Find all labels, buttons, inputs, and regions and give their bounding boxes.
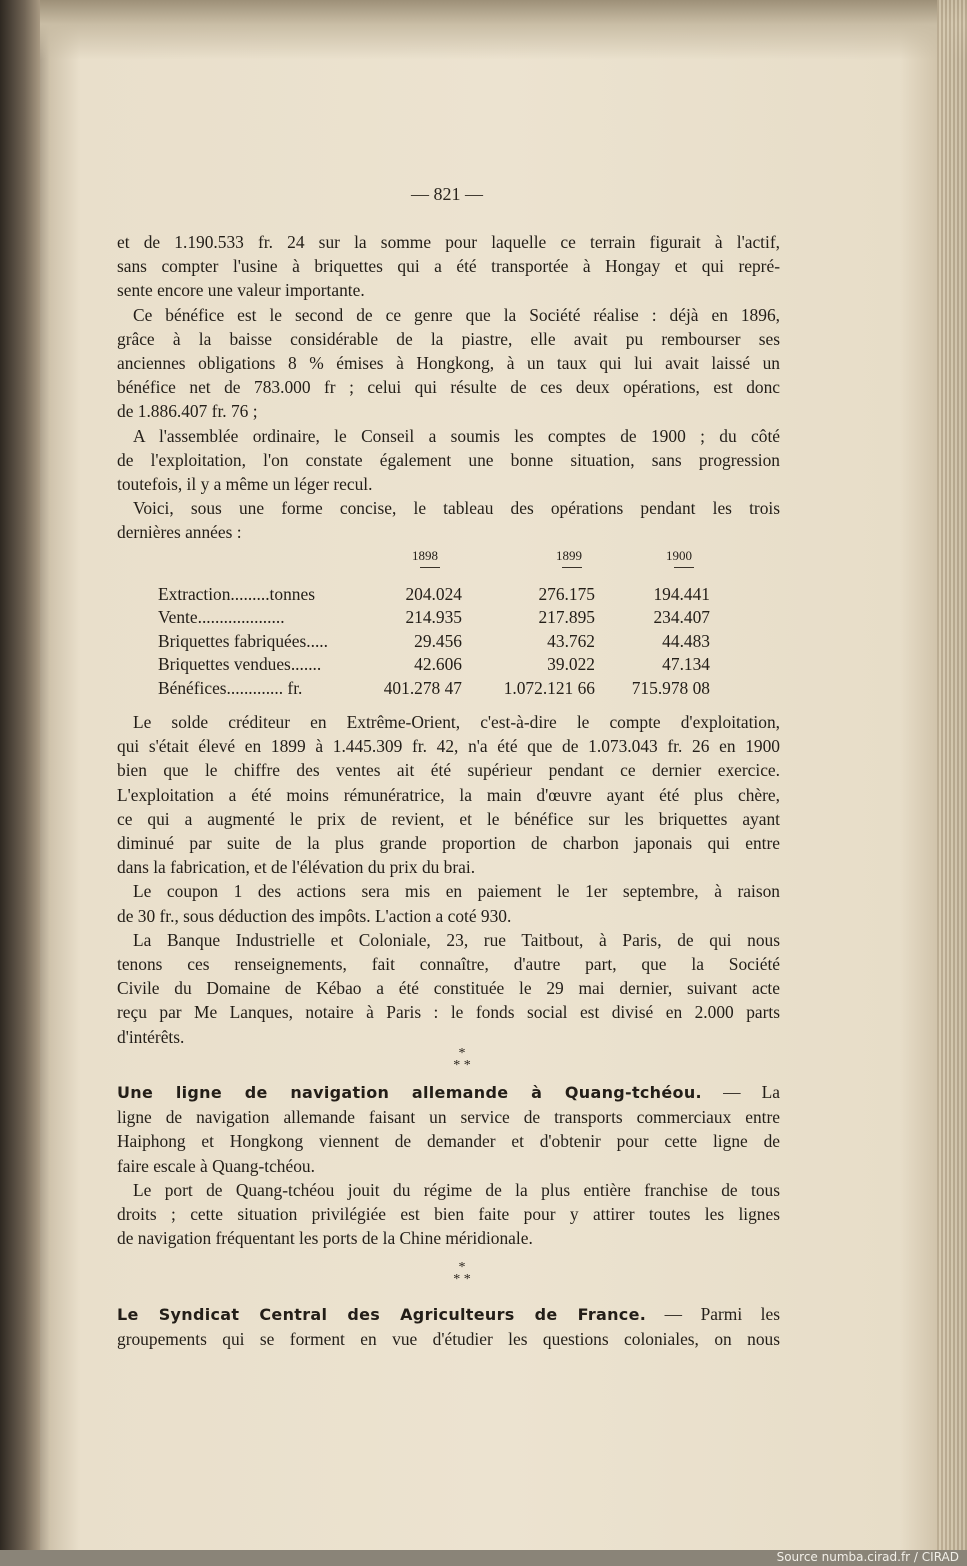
cell-1898: 29.456 bbox=[414, 630, 462, 651]
text-line: grâce à la baisse considérable de la piastre, elle avait pu rembourser ses bbox=[117, 328, 780, 349]
text-line: et de 1.190.533 fr. 24 sur la somme pour laquelle ce terrain figurait à l'actif, bbox=[117, 232, 780, 252]
text-line: bénéfice net de 783.000 fr ; celui qui résulte de ces deux opérations, est donc bbox=[117, 377, 780, 398]
row-label: Extraction.........tonnes bbox=[158, 584, 315, 604]
row-label: Bénéfices............. fr. bbox=[158, 677, 303, 698]
text-line bbox=[117, 1302, 780, 1327]
text-line: droits ; cette situation privilégiée est bien faite pour y attirer toutes les lignes bbox=[117, 1204, 780, 1225]
text-line: sente encore une valeur importante. bbox=[117, 280, 365, 301]
text-line: Voici, sous une forme concise, le tableau des opérations pendant les trois bbox=[133, 498, 780, 519]
text-line: tenons ces renseignements, fait connaître, d'autre part, que la Société bbox=[117, 954, 780, 975]
cell-1900: 234.407 bbox=[653, 607, 710, 628]
text-line: de 1.886.407 fr. 76 ; bbox=[117, 401, 258, 422]
text-line: anciennes obligations 8 % émises à Hongkong, à un taux qui lui avait laissé un bbox=[117, 353, 780, 374]
cell-1899: 217.895 bbox=[538, 607, 595, 628]
right-page-edges bbox=[937, 0, 967, 1550]
text-line: Le coupon 1 des actions sera mis en paiement le 1er septembre, à raison bbox=[133, 881, 780, 902]
page-number: — 821 — bbox=[411, 184, 483, 204]
text-block-navigation bbox=[117, 1080, 780, 1250]
text-line: Ce bénéfice est le second de ce genre que la Société réalise : déjà en 1896, bbox=[133, 304, 780, 325]
text-block-middle bbox=[117, 710, 780, 1049]
table-row bbox=[158, 654, 758, 677]
header-rule bbox=[562, 567, 582, 568]
text-line: de 30 fr., sous déduction des impôts. L'action a coté 930. bbox=[117, 905, 512, 926]
text-line: de navigation fréquentant les ports de la Chine méridionale. bbox=[117, 1228, 533, 1249]
table-row bbox=[158, 678, 758, 701]
cell-1900: 194.441 bbox=[653, 584, 710, 604]
text-line: dernières années : bbox=[117, 522, 242, 543]
cell-1898: 401.278 47 bbox=[383, 677, 462, 698]
table-header bbox=[158, 548, 758, 584]
row-label: Vente.................... bbox=[158, 607, 285, 628]
cell-1898: 204.024 bbox=[405, 584, 462, 604]
cell-1900: 44.483 bbox=[662, 630, 710, 651]
text-line: Le solde créditeur en Extrême-Orient, c'est-à-dire le compte d'exploitation, bbox=[133, 712, 780, 732]
source-credit: Source numba.cirad.fr / CIRAD bbox=[776, 1550, 959, 1564]
header-rule bbox=[420, 567, 440, 568]
text-line: ligne de navigation allemande faisant un service de transports commerciaux entre bbox=[117, 1107, 780, 1128]
text-line: groupements qui se forment en vue d'étudier les questions coloniales, on nous bbox=[117, 1329, 780, 1350]
row-label: Briquettes fabriquées..... bbox=[158, 630, 328, 651]
cell-1898: 214.935 bbox=[405, 607, 462, 628]
cell-1898: 42.606 bbox=[414, 654, 462, 675]
text-line: La Banque Industrielle et Coloniale, 23, rue Taitbout, à Paris, de qui nous bbox=[133, 929, 780, 950]
operations-table bbox=[158, 548, 758, 701]
cell-1899: 39.022 bbox=[547, 654, 595, 675]
left-page-edge bbox=[0, 0, 40, 1550]
text-block-syndicat bbox=[117, 1302, 780, 1351]
text-fragment: — La bbox=[701, 1082, 780, 1102]
text-line bbox=[117, 1080, 780, 1105]
column-header-year: 1899 bbox=[556, 548, 582, 563]
text-line: L'exploitation a été moins rémunératrice, la main d'œuvre ayant été plus chère, bbox=[117, 784, 780, 805]
text-line: bien que le chiffre des ventes ait été supérieur pendant ce dernier exercice. bbox=[117, 760, 780, 781]
text-line: Haiphong et Hongkong viennent de demander et d'obtenir pour cette ligne de bbox=[117, 1131, 780, 1152]
text-block-top bbox=[117, 230, 780, 545]
text-line: A l'assemblée ordinaire, le Conseil a soumis les comptes de 1900 ; du côté bbox=[133, 425, 780, 446]
table-row bbox=[158, 607, 758, 630]
text-line: dans la fabrication, et de l'élévation du prix du brai. bbox=[117, 857, 476, 878]
cell-1899: 43.762 bbox=[547, 630, 595, 651]
text-line: sans compter l'usine à briquettes qui a été transportée à Hongay et qui repré- bbox=[117, 256, 780, 277]
text-line: de l'exploitation, l'on constate également une bonne situation, sans progression bbox=[117, 449, 780, 470]
text-fragment: — Parmi les bbox=[646, 1304, 780, 1324]
section-separator: * * * bbox=[453, 1046, 471, 1073]
header-rule bbox=[674, 567, 694, 568]
cell-1899: 276.175 bbox=[538, 584, 595, 604]
text-line: reçu par Me Lanques, notaire à Paris : le fonds social est divisé en 2.000 parts bbox=[117, 1002, 780, 1023]
column-header-year: 1900 bbox=[666, 548, 692, 563]
text-line: d'intérêts. bbox=[117, 1026, 185, 1047]
column-header-year: 1898 bbox=[412, 548, 438, 563]
cell-1900: 715.978 08 bbox=[631, 677, 710, 698]
cell-1900: 47.134 bbox=[662, 654, 710, 675]
cell-1899: 1.072.121 66 bbox=[503, 677, 595, 698]
text-line: ce qui a augmenté le prix de revient, et le bénéfice sur les briquettes ayant bbox=[117, 808, 780, 829]
text-line: diminué par suite de la plus grande proportion de charbon japonais qui entre bbox=[117, 833, 780, 854]
text-line: qui s'était élevé en 1899 à 1.445.309 fr. 42, n'a été que de 1.073.043 fr. 26 en 1900 bbox=[117, 736, 780, 757]
text-line: faire escale à Quang-tchéou. bbox=[117, 1155, 315, 1176]
table-row bbox=[158, 584, 758, 607]
section-heading: Une ligne de navigation allemande à Quang-tchéou. bbox=[117, 1083, 702, 1102]
section-separator: * * * bbox=[453, 1260, 471, 1287]
text-line: Civile du Domaine de Kébao a été constituée le 29 mai dernier, suivant acte bbox=[117, 978, 780, 999]
text-line: toutefois, il y a même un léger recul. bbox=[117, 474, 373, 495]
table-row bbox=[158, 631, 758, 654]
top-page-shadow bbox=[40, 0, 967, 60]
text-line: Le port de Quang-tchéou jouit du régime de la plus entière franchise de tous bbox=[133, 1179, 780, 1200]
row-label: Briquettes vendues....... bbox=[158, 654, 322, 675]
section-heading: Le Syndicat Central des Agriculteurs de France. bbox=[117, 1305, 647, 1324]
